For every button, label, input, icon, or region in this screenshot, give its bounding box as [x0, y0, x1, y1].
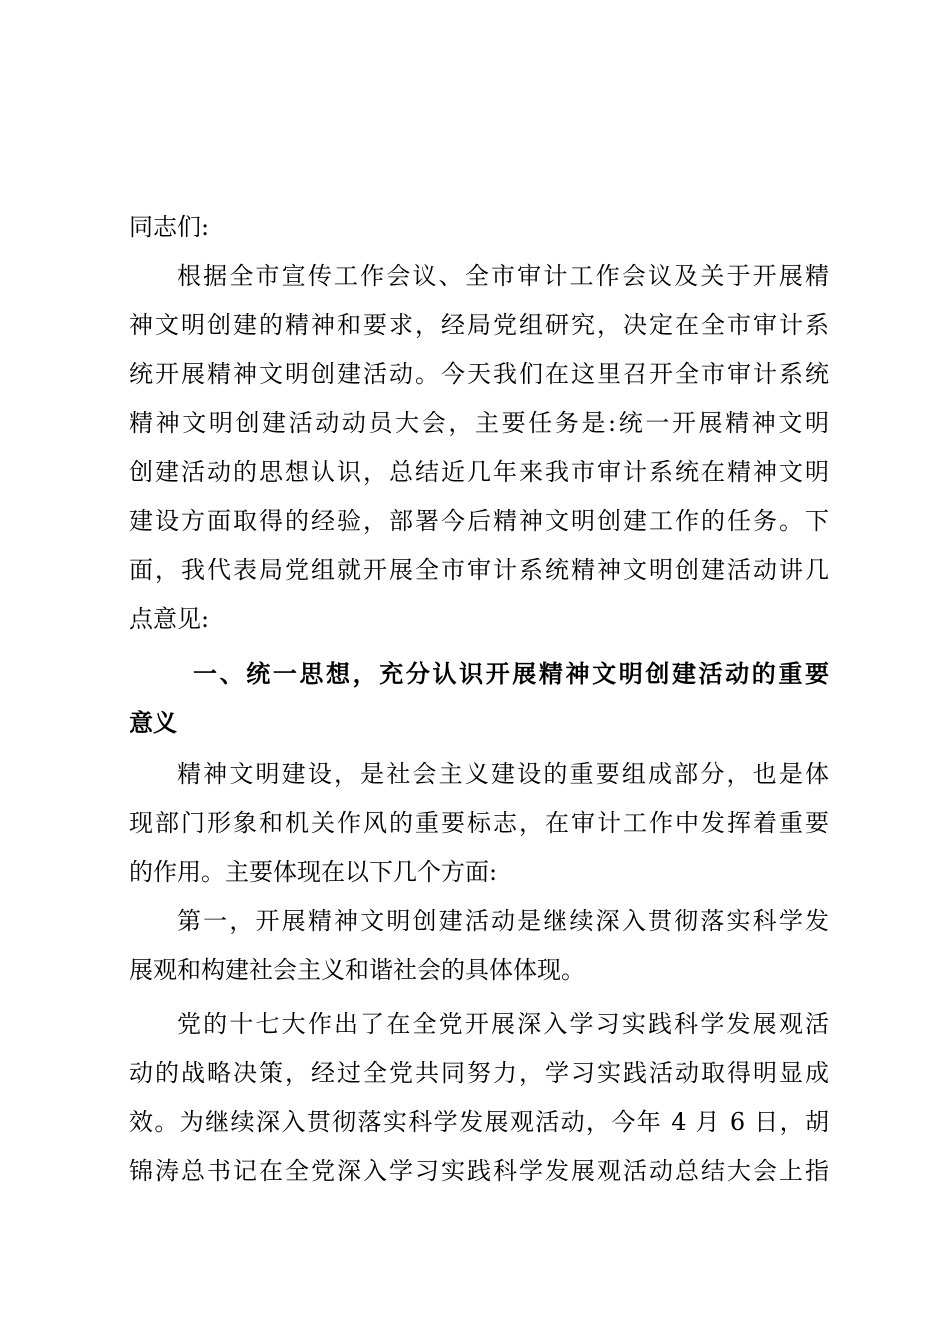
paragraph-1-line-6: 建设方面取得的经验，部署今后精神文明创建工作的任务。下 [129, 507, 829, 535]
paragraph-2-line-1: 精神文明建设，是社会主义建设的重要组成部分，也是体 [177, 760, 829, 788]
paragraph-4-line-1: 党的十七大作出了在全党开展深入学习实践科学发展观活 [177, 1010, 829, 1038]
paragraph-1-line-7: 面，我代表局党组就开展全市审计系统精神文明创建活动讲几 [129, 556, 829, 584]
paragraph-1-line-4: 精神文明创建活动动员大会，主要任务是:统一开展精神文明 [129, 409, 829, 437]
paragraph-1-line-5: 创建活动的思想认识，总结近几年来我市审计系统在精神文明 [129, 458, 829, 486]
section-heading-1-continued: 意义 [129, 709, 177, 737]
salutation: 同志们: [129, 213, 210, 241]
paragraph-4-line-4: 锦涛总书记在全党深入学习实践科学发展观活动总结大会上指 [129, 1157, 829, 1185]
paragraph-2-line-3: 的作用。主要体现在以下几个方面: [129, 858, 498, 886]
paragraph-1-line-1: 根据全市宣传工作会议、全市审计工作会议及关于开展精 [177, 262, 829, 290]
paragraph-4-line-3: 效。为继续深入贯彻落实科学发展观活动，今年 4 月 6 日，胡 [129, 1108, 829, 1136]
paragraph-1-line-3: 统开展精神文明创建活动。今天我们在这里召开全市审计系统 [129, 360, 829, 388]
paragraph-2-line-2: 现部门形象和机关作风的重要标志，在审计工作中发挥着重要 [129, 809, 829, 837]
paragraph-1-line-2: 神文明创建的精神和要求，经局党组研究，决定在全市审计系 [129, 311, 829, 339]
paragraph-4-line-2: 动的战略决策，经过全党共同努力，学习实践活动取得明显成 [129, 1059, 829, 1087]
paragraph-3-line-1: 第一，开展精神文明创建活动是继续深入贯彻落实科学发 [177, 907, 829, 935]
paragraph-3-line-2: 展观和构建社会主义和谐社会的具体体现。 [129, 956, 585, 984]
paragraph-1-line-8: 点意见: [129, 605, 210, 633]
section-heading-1: 一、统一思想，充分认识开展精神文明创建活动的重要 [193, 660, 829, 688]
